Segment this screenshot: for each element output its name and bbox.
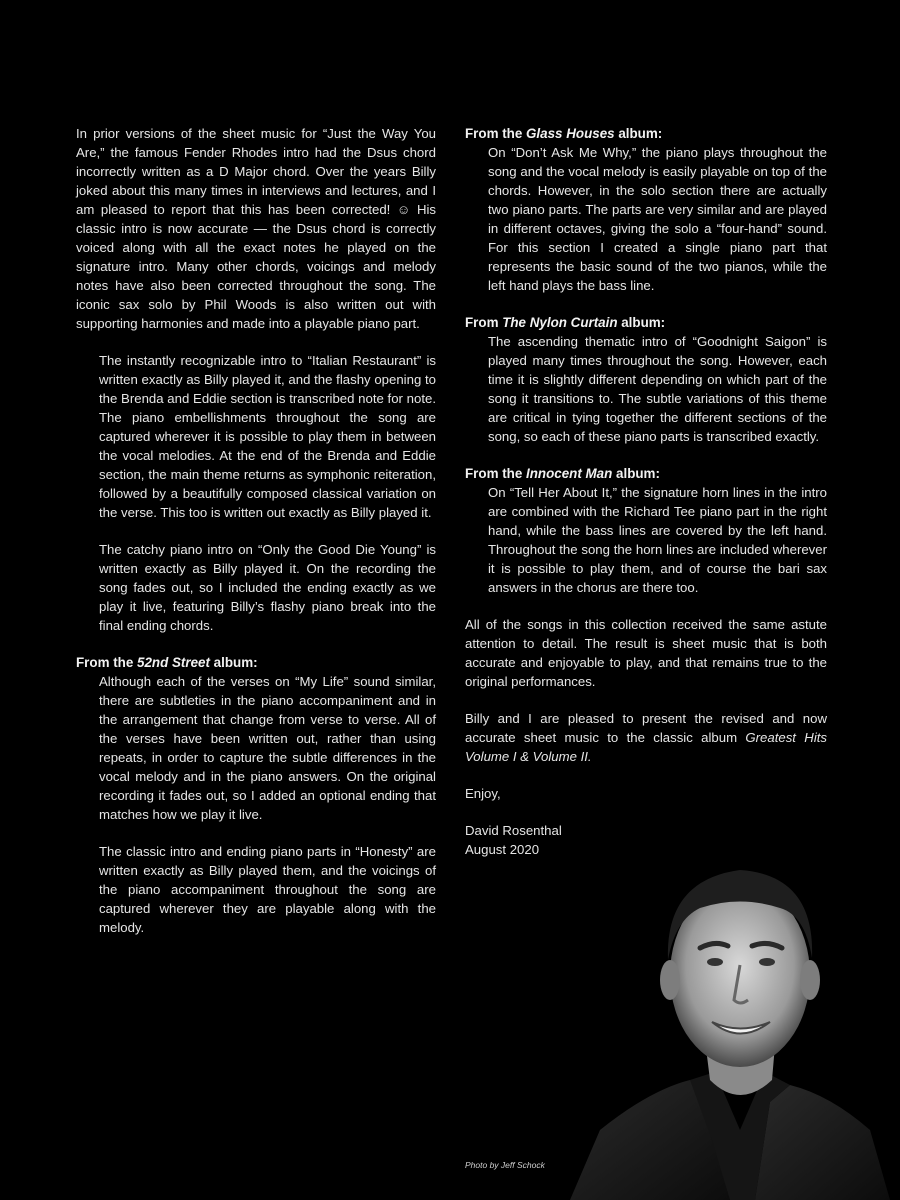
paragraph-just-the-way: In prior versions of the sheet music for “Just the Way You Are,” the famous Fender Rhodes intro had the Dsus chord incorrectly written as a D Major chord. Over the years Billy joked about this many times in interviews and lectures, and I am pleased to report that this has been corrected! ☺ His classic intro is now accurate — the Dsus chord is correctly voiced along with all the exact notes he played on the signature intro. Many other chords, voicings and melody notes have also been corrected throughout the song. The iconic sax solo by Phil Woods is also written out with supporting harmonies and made into a playable piano part.	[76, 126, 436, 331]
album-title: Greatest Hits Volume I & Volume II.	[465, 730, 828, 764]
enjoy-text: Enjoy,	[465, 786, 501, 801]
author-date: August 2020	[465, 842, 540, 857]
section-nylon-curtain	[465, 313, 827, 446]
right-column	[465, 124, 827, 859]
heading-suffix: album:	[614, 126, 663, 141]
photo-credit: Photo by Jeff Schock	[465, 1160, 545, 1170]
paragraph-dont-ask-me-why: On “Don’t Ask Me Why,” the piano plays throughout the song and the vocal melody is easily playable on top of the chords. However, in the solo section there are actually two piano parts. The parts are very similar and are played in different octaves, giving the solo a “four-hand” sound. For this section I created a single piano part that represents the basic sound of the two pianos, while the left hand plays the bass line.	[488, 145, 827, 293]
section-glass-houses	[465, 124, 827, 295]
heading-album: 52nd Street	[137, 655, 210, 670]
heading-prefix: From the	[465, 126, 527, 141]
section-heading	[465, 313, 827, 332]
heading-suffix: album:	[209, 655, 258, 670]
paragraph-honesty: The classic intro and ending piano parts in “Honesty” are written exactly as Billy played them, and the voicings of the piano accompaniment throughout the song are captured wherever they are playable along with the melody.	[99, 844, 436, 935]
heading-album: Glass Houses	[526, 126, 615, 141]
heading-album: The Nylon Curtain	[502, 315, 618, 330]
heading-suffix: album:	[617, 315, 666, 330]
paragraph-tell-her-about-it: On “Tell Her About It,” the signature horn lines in the intro are combined with the Richard Tee piano part in the right hand, while the bass lines are covered by the left hand. Throughout the song the horn lines are included wherever it is possible to play them, and of course the bari sax answers in the chorus are there too.	[488, 485, 827, 595]
paragraph-all-songs: All of the songs in this collection received the same astute attention to detail. The result is sheet music that is both accurate and enjoyable to play, and that remains true to the original performances.	[465, 617, 827, 689]
paragraph-italian-restaurant: The instantly recognizable intro to “Italian Restaurant” is written exactly as Billy played it, and the flashy opening to the Brenda and Eddie section is transcribed note for note. The piano embellishments throughout the song are captured wherever it is possible to play them in between the vocal melodies. At the end of the Brenda and Eddie section, the main theme returns as symphonic reiteration, followed by a beautifully composed classical variation on the verse. This too is written out exactly as Billy played it.	[99, 353, 436, 520]
section-heading	[76, 653, 436, 672]
heading-prefix: From	[465, 315, 503, 330]
heading-suffix: album:	[612, 466, 660, 481]
heading-prefix: From the	[76, 655, 138, 670]
paragraph-present	[465, 709, 827, 766]
section-heading	[465, 464, 827, 483]
heading-album: Innocent Man	[526, 466, 613, 481]
paragraph-goodnight-saigon: The ascending thematic intro of “Goodnight Saigon” is played many times throughout the song. However, each time it is slightly different depending on which part of the song it transitions to. The subtle variations of this theme are critical in tying together the different sections of the song, so each of these piano parts is transcribed exactly.	[488, 334, 827, 444]
section-innocent-man	[465, 464, 827, 597]
section-heading	[465, 124, 827, 143]
paragraph-only-the-good: The catchy piano intro on “Only the Good Die Young” is written exactly as Billy played it. On the recording the song fades out, so I included the ending exactly as we play it live, featuring Billy’s flashy piano break into the final ending chords.	[99, 542, 436, 633]
author-name: David Rosenthal	[465, 823, 562, 838]
author-photo	[560, 840, 900, 1200]
left-column	[76, 124, 436, 955]
paragraph-my-life: Although each of the verses on “My Life” sound similar, there are subtleties in the piano accompaniment and in the arrangement that change from verse to verse. All of the verses have been written out, rather than using repeats, in order to capture the subtle differences in the vocal melody and in the piano answers. On the original recording it fades out, so I added an optional ending that matches how we play it live.	[99, 674, 436, 822]
section-52nd-street	[76, 653, 436, 937]
heading-prefix: From the	[465, 466, 527, 481]
present-text: Billy and I are pleased to present the revised and now accurate sheet music to the classic album	[465, 711, 827, 745]
